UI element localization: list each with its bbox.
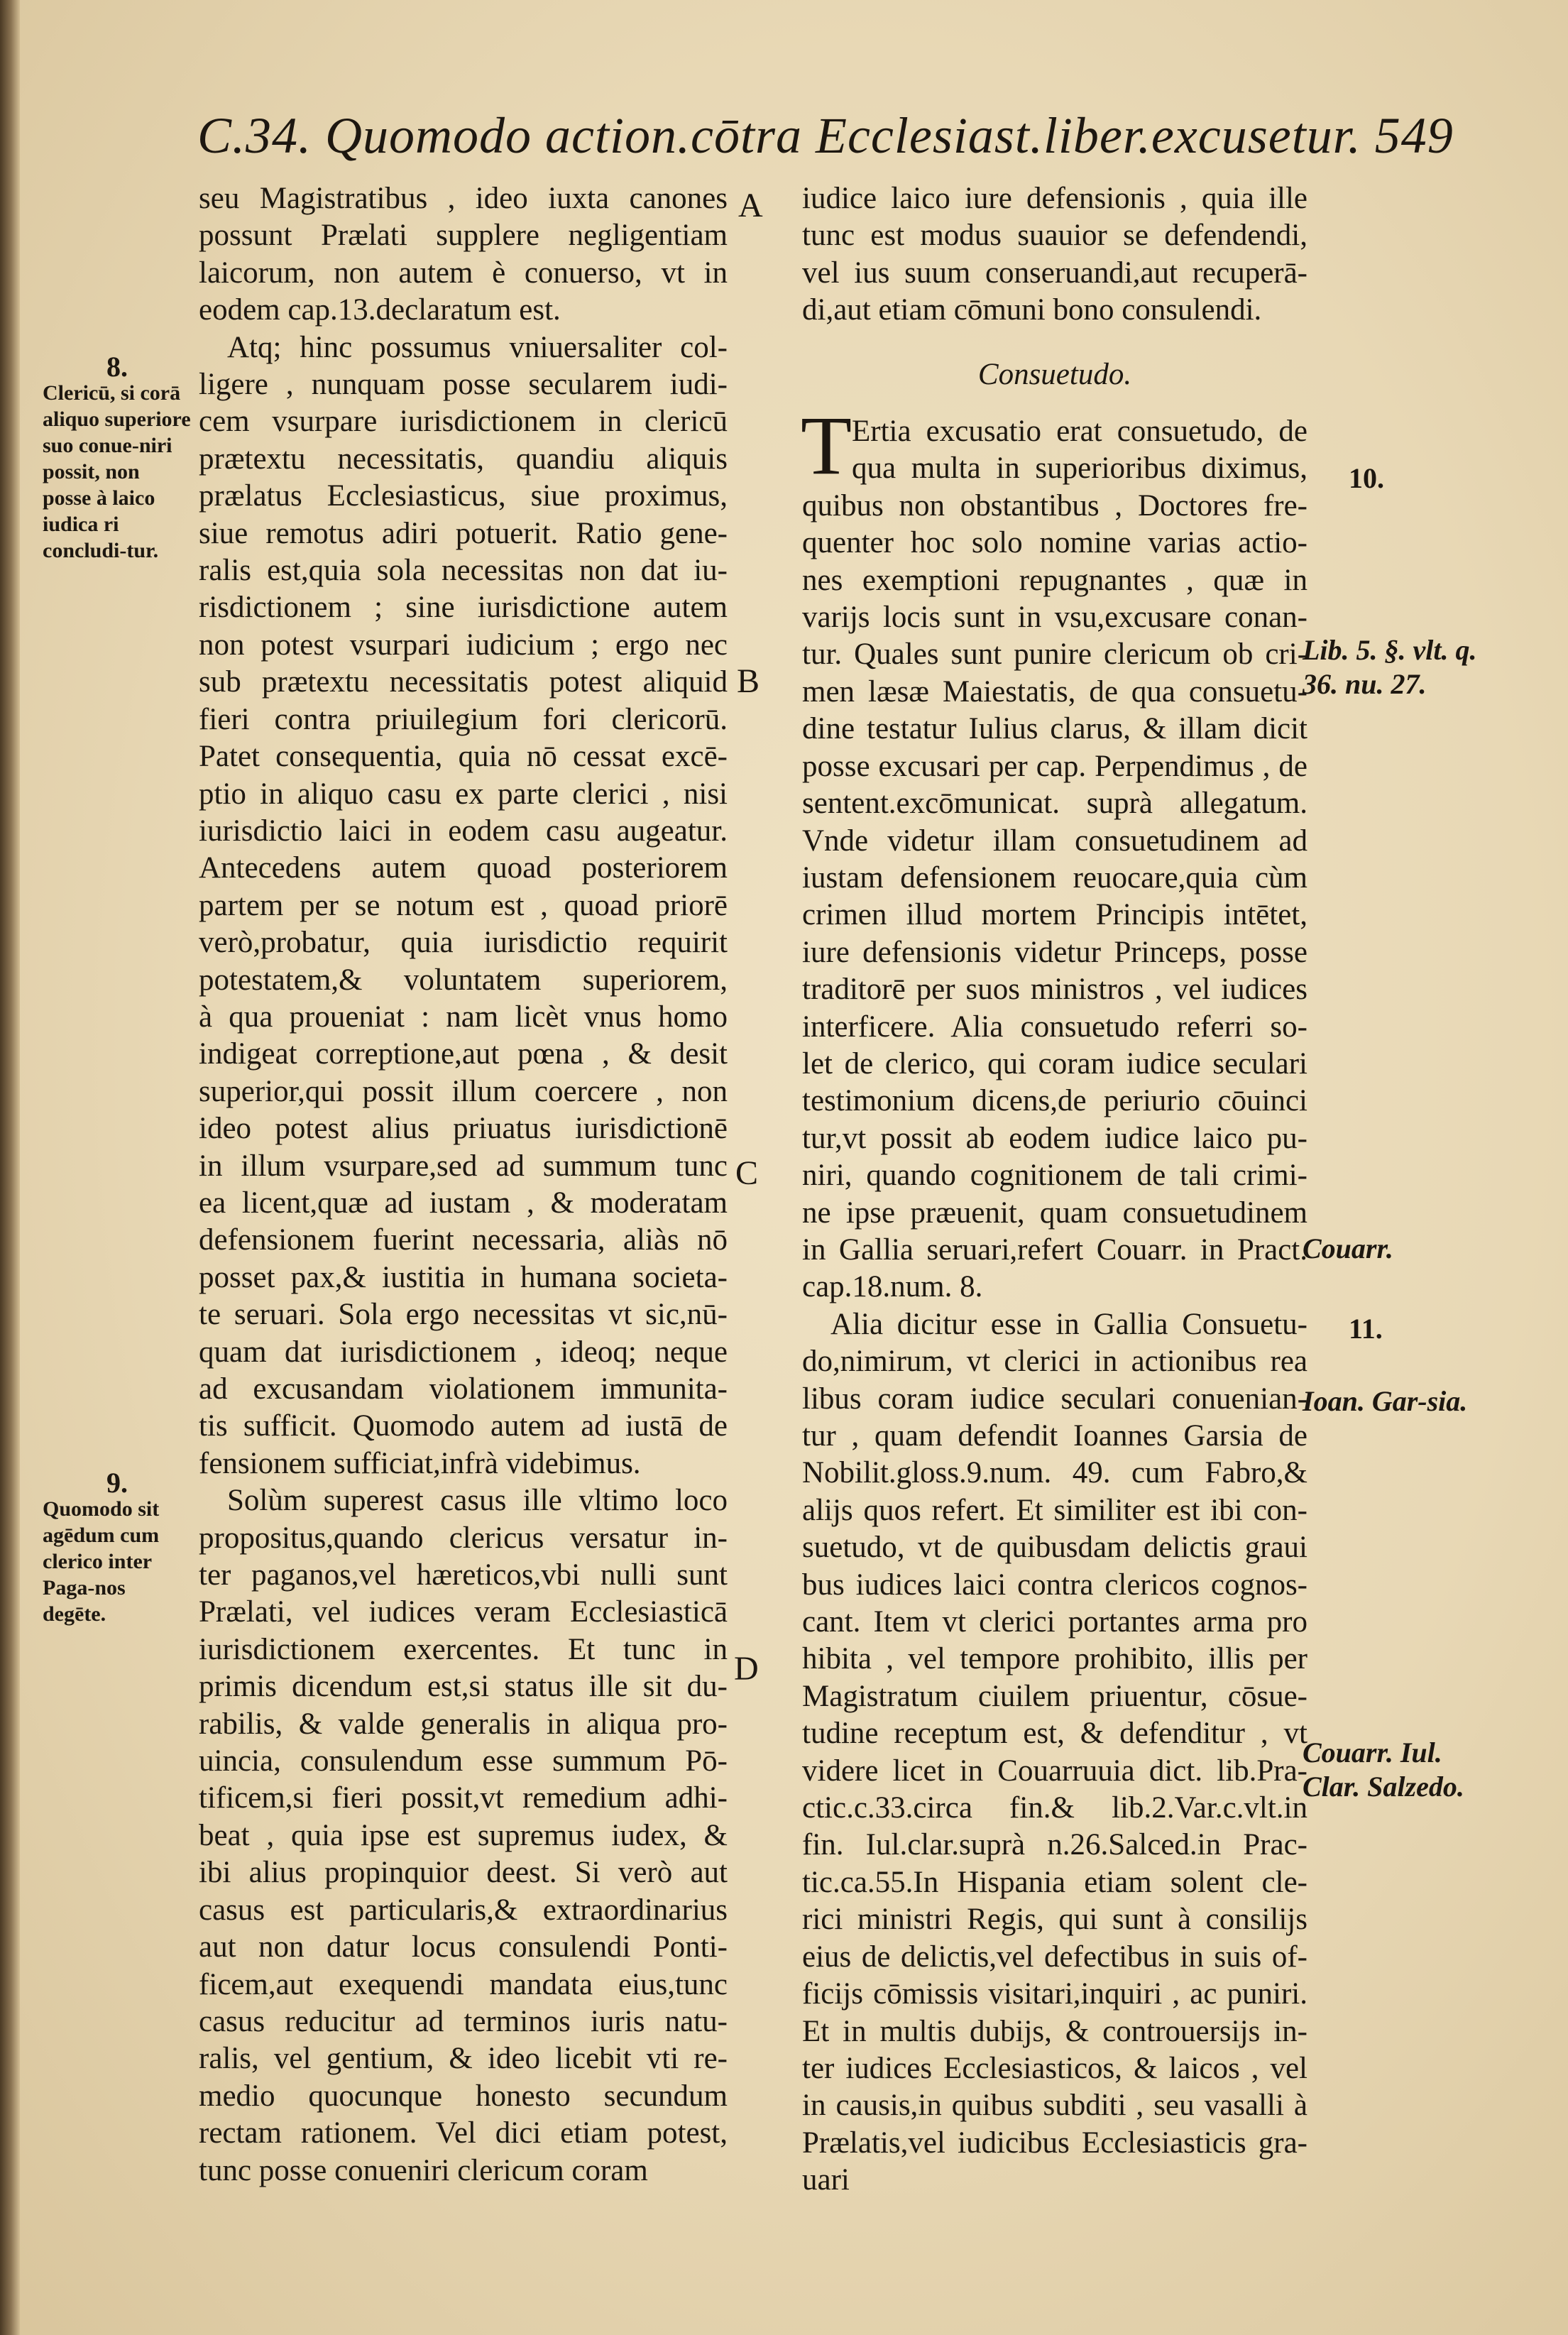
text-line: possunt Prælati supplere negligentiam — [199, 219, 728, 253]
text-line: potestatem,& voluntatem superiorem, — [199, 963, 728, 997]
text-line: iustam defensionem reuocare,quia cùm — [802, 860, 1307, 895]
margin-note-text-9: Quomodo sit agēdum cum clerico inter Paga-nos degēte. — [43, 1497, 160, 1626]
text-line: interficere. Alia consuetudo referri so- — [802, 1010, 1307, 1044]
running-header: C.34. Quomodo action.cōtra Ecclesiast.liber.excusetur. 549 — [197, 107, 1454, 164]
section-letter-d: D — [734, 1650, 759, 1688]
margin-note-text-8: Clericū, si corā aliquo superiore suo conue-niri possit, non posse à laico iudica ri concludi-tur. — [43, 381, 191, 562]
text-line: eius de delictis,vel defectibus in suis of- — [802, 1940, 1307, 1974]
text-line: hibita , vel tempore prohibito, illis per — [802, 1642, 1307, 1676]
text-line: fieri contra priuilegium fori clericorū. — [199, 702, 728, 736]
text-line: siue remotus adiri potuerit. Ratio gene- — [199, 516, 728, 550]
text-line: quam dat iurisdictionem , ideoq; neque — [199, 1335, 728, 1369]
text-line: ralis est,quia sola necessitas non dat iu- — [199, 554, 728, 588]
text-line: libus coram iudice seculari conuenian- — [802, 1382, 1307, 1416]
text-line: laicorum, non autem è conuerso, vt in — [199, 256, 728, 290]
text-line: varijs locis sunt in vsu,excusare conan- — [802, 601, 1307, 635]
text-line: vel ius suum conseruandi,aut recuperā- — [802, 256, 1307, 290]
text-line: seu Magistratibus , ideo iuxta canones — [199, 182, 728, 215]
text-line: sub prætextu necessitatis potest aliquid — [199, 665, 728, 699]
text-line: iurisdictio laici in eodem casu augeatur. — [199, 814, 728, 848]
text-line: te seruari. Sola ergo necessitas vt sic,nū- — [199, 1298, 728, 1332]
text-line: tis sufficit. Quomodo autem ad iustā de — [199, 1409, 728, 1443]
text-line: uari — [802, 2163, 850, 2197]
text-line: dine testatur Iulius clarus, & illam dicit — [802, 712, 1307, 746]
text-line: fin. Iul.clar.suprà n.26.Salced.in Prac- — [802, 1828, 1307, 1862]
text-line: Atq; hinc possumus vniuersaliter col- — [227, 330, 728, 364]
text-line: aut non datur locus consulendi Ponti- — [199, 1930, 728, 1964]
text-line: in causis,in quibus subditi , seu vasalli à — [802, 2089, 1307, 2123]
text-line: di,aut etiam cōmuni bono consulendi. — [802, 293, 1262, 327]
text-line: tur. Quales sunt punire clericum ob cri- — [802, 638, 1307, 672]
text-line: ideo potest alius priuatus iurisdictionē — [199, 1112, 728, 1146]
book-spine-edge — [0, 0, 20, 2335]
text-line: prælatus Ecclesiasticus, siue proximus, — [199, 479, 728, 513]
text-line: risdictionem ; sine iurisdictione autem — [199, 591, 728, 625]
text-line: iurisdictionem exercentes. Et tunc in — [199, 1632, 728, 1666]
text-line: videre licet in Couarruuia dict. lib.Pra- — [802, 1754, 1307, 1788]
text-line: crimen illud mortem Principis intētet, — [802, 898, 1307, 932]
text-line: ibi alius propinquior deest. Si verò aut — [199, 1856, 728, 1890]
text-line: uincia, consulendum esse summum Pō- — [199, 1744, 728, 1778]
text-line: qua multa in superioribus diximus, — [852, 452, 1307, 486]
section-letter-a: A — [738, 187, 763, 224]
text-line: in Gallia seruari,refert Couarr. in Pract. — [802, 1232, 1307, 1267]
text-line: nes exemptioni repugnantes , quæ in — [802, 563, 1307, 597]
section-heading-consuetudo: Consuetudo. — [977, 357, 1132, 391]
text-line: ad excusandam violationem immunita- — [199, 1372, 728, 1406]
margin-ref-garsia: Ioan. Gar-sia. — [1303, 1385, 1468, 1417]
text-line: posse excusari per cap. Perpendimus , de — [802, 749, 1307, 783]
text-line: fensionem sufficiat,infrà videbimus. — [199, 1446, 641, 1480]
text-line: let de clerico, qui coram iudice seculari — [802, 1046, 1307, 1081]
text-line: testimonium dicens,de periurio cōuinci — [802, 1084, 1307, 1118]
text-line: posset pax,& iustitia in humana societa- — [199, 1260, 728, 1294]
margin-note-9 — [43, 1467, 192, 1627]
text-line: partem per se notum est , quoad priorē — [199, 888, 728, 922]
text-line: beat , quia ipse est supremus iudex, & — [199, 1818, 728, 1852]
text-line: iudice laico iure defensionis , quia ille — [802, 182, 1307, 215]
text-line: primis dicendum est,si status ille sit du- — [199, 1670, 728, 1704]
text-line: in illum vsurpare,sed ad summum tunc — [199, 1149, 728, 1183]
text-line: men læsæ Maiestatis, de qua consuetu- — [802, 674, 1307, 709]
text-line: tic.ca.55.In Hispania etiam solent cle- — [802, 1865, 1307, 1899]
text-line: tunc posse conueniri clericum coram — [199, 2153, 648, 2187]
text-line: ligere , nunquam posse secularem iudi- — [199, 368, 728, 402]
text-line: Nobilit.gloss.9.num. 49. cum Fabro,& — [802, 1456, 1307, 1490]
text-line: tur , quam defendit Ioannes Garsia de — [802, 1419, 1307, 1453]
text-line: defensionem fuerint necessaria, aliàs nō — [199, 1223, 728, 1257]
text-line: sentent.excōmunicat. suprà allegatum. — [802, 787, 1307, 821]
text-line: non potest vsurpari iudicium ; ergo nec — [199, 628, 728, 662]
text-line: rici ministri Regis, qui sunt à consilijs — [802, 1903, 1307, 1937]
margin-ref-lib: Lib. 5. §. vlt. q. 36. nu. 27. — [1303, 634, 1477, 700]
text-line: suetudo, vt de quibusdam delictis graui — [802, 1531, 1307, 1565]
text-line: verò,probatur, quia iurisdictio requirit — [199, 926, 728, 960]
text-line: tunc est modus suauior se defendendi, — [802, 219, 1307, 253]
text-line: medio quocunque honesto secundum — [199, 2079, 728, 2113]
margin-ref-couarr: Couarr. — [1303, 1232, 1393, 1264]
text-line: bus iudices laici contra clericos cognos- — [802, 1568, 1307, 1602]
text-line: Alia dicitur esse in Gallia Consuetu- — [830, 1307, 1307, 1341]
section-letter-b: B — [737, 662, 760, 700]
text-line: à qua proueniat : nam licèt vnus homo — [199, 1000, 728, 1034]
text-line: ralis, vel gentium, & ideo licebit vti re- — [199, 2042, 728, 2076]
text-line: ptio in aliquo casu ex parte clerici , nisi — [199, 777, 728, 811]
text-line: cap.18.num. 8. — [802, 1270, 983, 1304]
text-line: indigeat correptione,aut pœna , & desit — [199, 1037, 728, 1071]
text-line: traditorē per suos ministros , vel iudices — [802, 973, 1307, 1007]
text-line: cem vsurpare iurisdictionem in clericū — [199, 405, 728, 439]
text-line: do,nimirum, vt clerici in actionibus rea — [802, 1345, 1307, 1379]
text-line: iure defensionis videtur Princeps, posse — [802, 935, 1307, 969]
text-line: quibus non obstantibus , Doctores fre- — [802, 488, 1307, 523]
text-line: rectam rationem. Vel dici etiam potest, — [199, 2116, 728, 2150]
text-line: casus est particularis,& extraordinarius — [199, 1893, 728, 1927]
text-line: Prælatis,vel iudicibus Ecclesiasticis gra- — [802, 2126, 1307, 2160]
text-line: rabilis, & valde generalis in aliqua pro- — [199, 1707, 728, 1741]
text-line: eodem cap.13.declaratum est. — [199, 293, 561, 327]
margin-number-11: 11. — [1349, 1313, 1383, 1345]
text-line: alijs quos refert. Et similiter est ibi con- — [802, 1493, 1307, 1527]
text-line: Ertia excusatio erat consuetudo, de — [852, 415, 1307, 449]
text-line: ea licent,quæ ad iustam , & moderatam — [199, 1186, 728, 1220]
left-text-column — [199, 180, 728, 2189]
margin-note-number-8: 8. — [106, 351, 128, 383]
text-line: ficem,aut exequendi mandata eius,tunc — [199, 1967, 728, 2001]
text-line: ficijs cōmissis visitari,inquiri , ac puniri. — [802, 1977, 1307, 2011]
text-line: tudine receptum est, & defenditur , vt — [802, 1717, 1307, 1751]
text-line: tur,vt possit ab eodem iudice laico pu- — [802, 1121, 1307, 1155]
text-line: ctic.c.33.circa fin.& lib.2.Var.c.vlt.in — [802, 1791, 1307, 1825]
text-line: tificem,si fieri possit,vt remedium adhi- — [199, 1781, 728, 1815]
text-line: propositus,quando clericus versatur in- — [199, 1521, 728, 1555]
text-line: casus reducitur ad terminos iuris natu- — [199, 2004, 728, 2038]
text-line: Magistratum ciuilem priuentur, cōsue- — [802, 1679, 1307, 1713]
text-line: quenter hoc solo nomine varias actio- — [802, 526, 1307, 560]
text-line: ter iudices Ecclesiasticos, & laicos , vel — [802, 2051, 1307, 2085]
text-line: Prælati, vel iudices veram Ecclesiasticā — [199, 1595, 728, 1629]
text-line: cant. Item vt clerici portantes arma pro — [802, 1605, 1307, 1639]
text-line: Antecedens autem quoad posteriorem — [199, 851, 728, 885]
text-line: Patet consequentia, quia nō cessat excē- — [199, 740, 728, 774]
margin-ref-couarr-clar-salzedo: Couarr. Iul. Clar. Salzedo. — [1303, 1737, 1464, 1803]
text-line: niri, quando cognitionem de tali crimi- — [802, 1159, 1307, 1193]
text-line: ne ipse præuenit, quam consuetudinem — [802, 1196, 1307, 1230]
margin-note-8 — [43, 351, 192, 564]
text-line: Vnde videtur illam consuetudinem ad — [802, 824, 1307, 858]
section-letter-c: C — [735, 1154, 759, 1192]
text-line: prætextu necessitatis, quandiu aliquis — [199, 442, 728, 476]
text-line: superior,qui possit illum coercere , non — [199, 1074, 728, 1108]
text-line: Et in multis dubijs, & controuersijs in- — [802, 2014, 1307, 2048]
margin-number-10: 10. — [1349, 462, 1384, 494]
text-line: ter paganos,vel hæreticos,vbi nulli sunt — [199, 1558, 728, 1592]
text-line: Solùm superest casus ille vltimo loco — [227, 1484, 728, 1518]
margin-note-number-9: 9. — [106, 1467, 128, 1499]
right-text-column — [802, 180, 1307, 2199]
drop-cap-letter: T — [801, 399, 852, 493]
